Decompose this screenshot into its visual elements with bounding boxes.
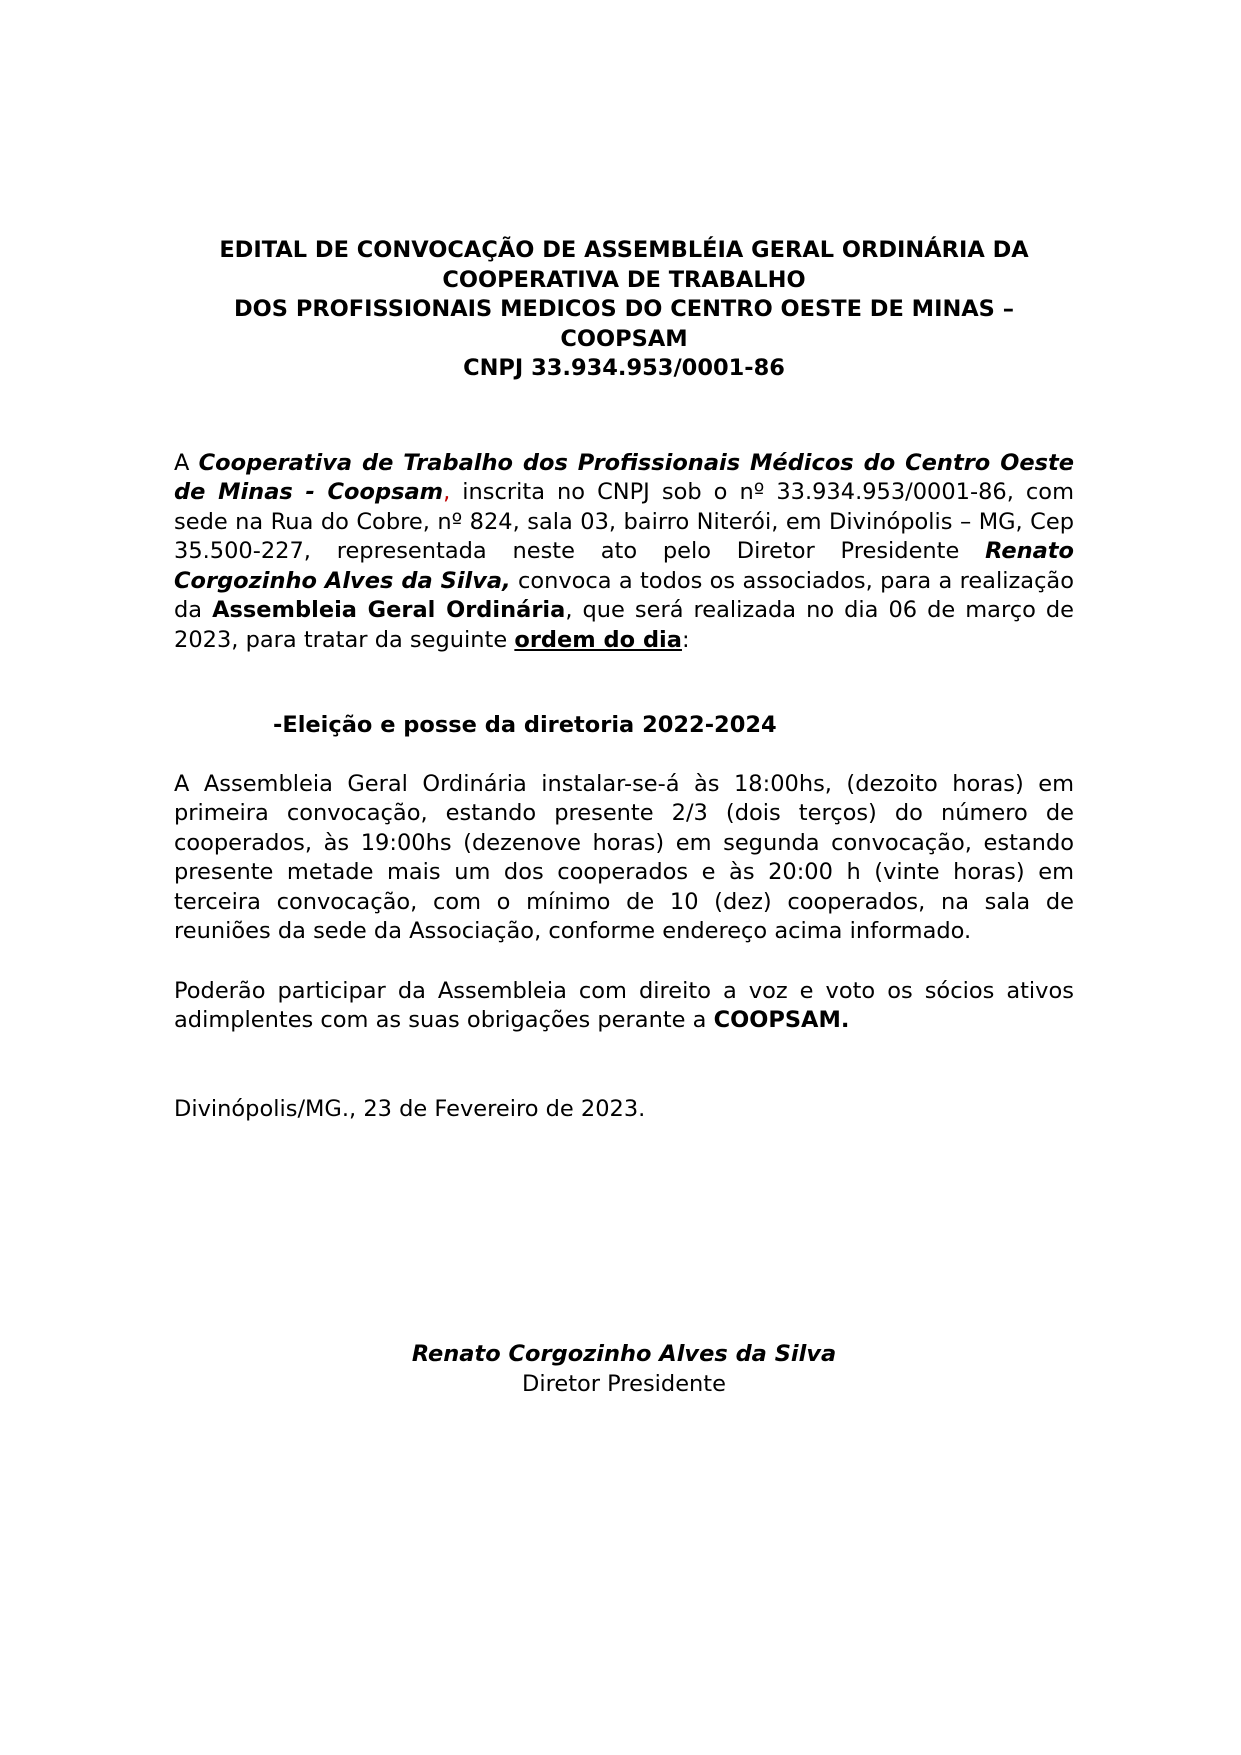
paragraph-text-c: , que será realizada no dia 06 de março de 2023, para tratar da seguinte <box>174 597 1074 653</box>
installation-paragraph: A Assembleia Geral Ordinária instalar-se-á às 18:00hs, (dezoito horas) em primeira convocação, estando presente 2/3 (dois terços) do número de cooperados, às 19:00hs (dezenove horas) em segunda convocação, estando presente metade mais um dos cooperados e às 20:00 h (vinte horas) em terceira convocação, com o mínimo de 10 (dez) cooperados, na sala de reuniões da sede da Associação, conforme endereço acima informado. <box>174 770 1074 944</box>
title-line-2: COOPERATIVA DE TRABALHO <box>442 266 806 293</box>
title-line-4: COOPSAM <box>560 325 688 352</box>
participation-org: COOPSAM. <box>713 1007 850 1033</box>
cooperative-name: Cooperativa de Trabalho dos Profissionais Médicos do Centro Oeste de Minas - Coopsam <box>174 449 1074 505</box>
date-line: Divinópolis/MG., 23 de Fevereiro de 2023. <box>174 1095 646 1122</box>
signature-block <box>174 1340 1074 1399</box>
paragraph-text-b: convoca a todos os associados, para a realização da <box>174 567 1074 623</box>
signatory-role: Diretor Presidente <box>522 1370 726 1397</box>
agenda-item: -Eleição e posse da diretoria 2022-2024 <box>273 712 777 738</box>
convocation-paragraph <box>174 449 1074 656</box>
president-name: Renato Corgozinho Alves da Silva, <box>174 538 1074 594</box>
document-title <box>174 236 1074 384</box>
paragraph-text-a: inscrita no CNPJ sob o nº 33.934.953/0001-86, com sede na Rua do Cobre, nº 824, sala 03, bairro Niterói, em Divinópolis – MG, Cep 35.500-227, representada neste ato pelo Diretor Presidente <box>174 479 1074 564</box>
red-comma: , <box>443 479 451 505</box>
participation-text: Poderão participar da Assembleia com direito a voz e voto os sócios ativos adimplentes com as suas obrigações perante a <box>174 977 1074 1033</box>
document-body <box>174 236 1074 1124</box>
paragraph-prefix: A <box>174 449 199 476</box>
title-line-5: CNPJ 33.934.953/0001-86 <box>463 355 785 381</box>
agenda-label: ordem do dia <box>514 626 682 653</box>
title-line-1: EDITAL DE CONVOCAÇÃO DE ASSEMBLÉIA GERAL ORDINÁRIA DA <box>219 237 1029 263</box>
participation-paragraph <box>174 977 1074 1036</box>
assembly-name: Assembleia Geral Ordinária <box>212 597 566 623</box>
title-line-3: DOS PROFISSIONAIS MEDICOS DO CENTRO OESTE DE MINAS – <box>234 296 1014 322</box>
paragraph-colon: : <box>681 626 690 653</box>
signatory-name: Renato Corgozinho Alves da Silva <box>411 1341 837 1367</box>
